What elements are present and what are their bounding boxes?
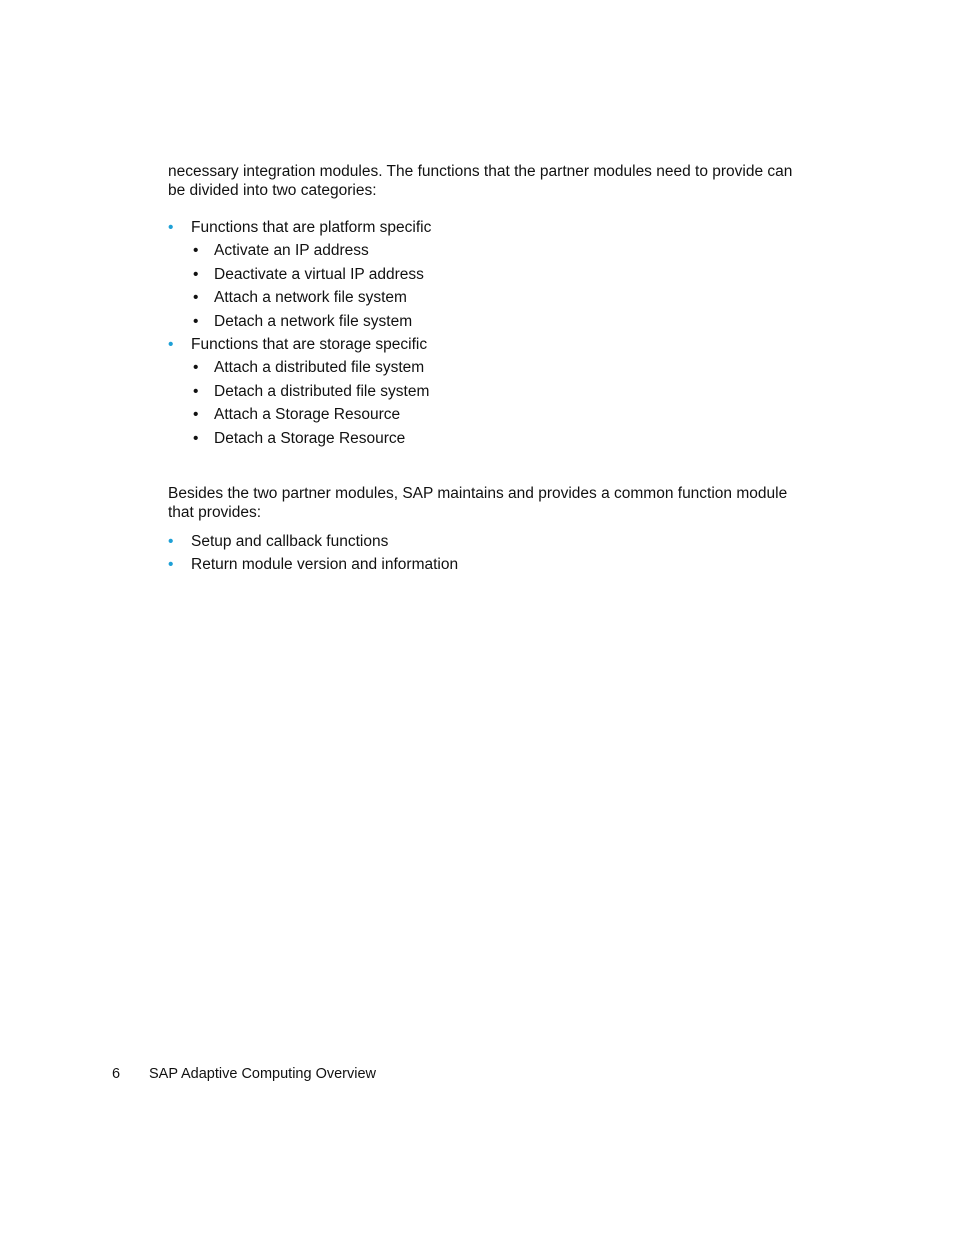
document-title: SAP Adaptive Computing Overview: [149, 1066, 377, 1082]
page-number: 6: [112, 1066, 121, 1082]
bullet-icon: •: [193, 359, 199, 377]
list-item-text: Activate an IP address: [214, 242, 369, 260]
list-item-text: Detach a Storage Resource: [214, 429, 406, 447]
list-item: [191, 286, 808, 309]
list-item-platform-specific: [168, 216, 808, 333]
list-item-text: Return module version and information: [191, 556, 459, 574]
function-categories-list: [168, 216, 808, 450]
bullet-icon: •: [193, 265, 199, 283]
list-item: [191, 239, 808, 262]
list-item-text: Attach a Storage Resource: [214, 406, 401, 424]
intro-paragraph: necessary integration modules. The functions that the partner modules need to provide can be divided into two categories:: [168, 163, 793, 199]
list-item-text: Detach a distributed file system: [214, 382, 430, 400]
page-footer: [112, 1066, 376, 1082]
list-item-text: Attach a distributed file system: [214, 359, 425, 377]
category-label: Functions that are storage specific: [191, 336, 428, 354]
common-functions-list: [168, 530, 808, 577]
bullet-icon: •: [168, 556, 174, 574]
list-item: [191, 403, 808, 426]
bullet-icon: •: [193, 406, 199, 424]
bullet-icon: •: [193, 242, 199, 260]
list-item: [191, 427, 808, 450]
page-content: [168, 162, 808, 577]
bullet-icon: •: [193, 289, 199, 307]
bullet-icon: •: [193, 382, 199, 400]
bullet-icon: •: [168, 533, 174, 551]
category-label: Functions that are platform specific: [191, 219, 432, 236]
bullet-icon: •: [168, 219, 174, 236]
bullet-icon: •: [193, 312, 199, 330]
besides-paragraph: Besides the two partner modules, SAP maintains and provides a common function module that provides:: [168, 485, 788, 522]
platform-functions-sublist: [191, 239, 808, 333]
list-item: [191, 356, 808, 379]
list-item-storage-specific: [168, 333, 808, 450]
storage-functions-sublist: [191, 356, 808, 450]
list-item: [191, 380, 808, 403]
bullet-icon: •: [168, 336, 174, 354]
list-item-text: Attach a network file system: [214, 289, 407, 307]
list-item: [191, 310, 808, 333]
list-item: [168, 553, 808, 576]
list-item-text: Detach a network file system: [214, 312, 413, 330]
bullet-icon: •: [193, 429, 199, 447]
list-item-text: Deactivate a virtual IP address: [214, 265, 424, 283]
list-item: [191, 263, 808, 286]
list-item: [168, 530, 808, 553]
list-item-text: Setup and callback functions: [191, 533, 389, 551]
